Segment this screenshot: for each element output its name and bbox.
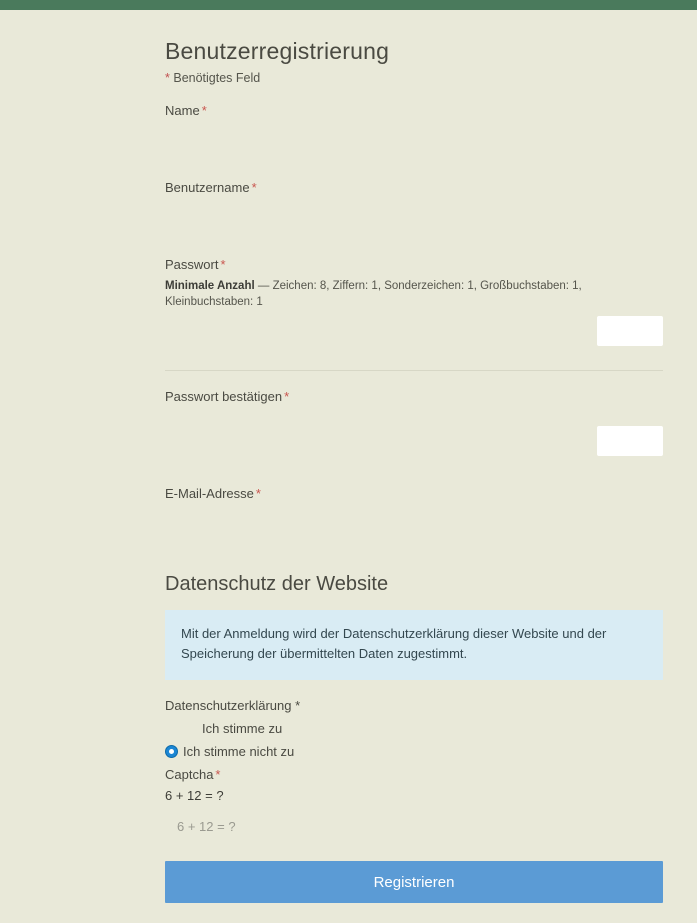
field-email — [165, 486, 663, 535]
password-confirm-label — [165, 389, 663, 404]
name-label — [165, 103, 663, 118]
section-divider — [165, 370, 663, 371]
captcha-required-star: * — [215, 767, 221, 783]
field-password-confirm — [165, 389, 663, 460]
privacy-consent-option-agree-label: Ich stimme zu — [202, 721, 283, 737]
registration-page — [0, 38, 697, 923]
required-note-star: * — [165, 71, 170, 85]
name-required-star: * — [201, 103, 207, 118]
privacy-consent-option-decline-label: Ich stimme nicht zu — [183, 743, 295, 759]
captcha-question: 6 + 12 = ? — [165, 788, 224, 804]
radio-unselected-icon — [183, 722, 197, 736]
captcha-input[interactable] — [165, 813, 663, 839]
field-username — [165, 180, 663, 229]
password-confirm-required-star: * — [284, 389, 290, 405]
username-label — [165, 180, 663, 195]
field-name — [165, 103, 663, 152]
password-input-row — [165, 316, 663, 350]
password-confirm-label-text: Passwort bestätigen — [165, 389, 283, 405]
username-label-text: Benutzername — [165, 180, 250, 195]
password-confirm-reveal-button[interactable] — [597, 426, 663, 456]
top-accent-bar — [0, 0, 697, 10]
password-label-text: Passwort — [165, 257, 219, 272]
password-label — [165, 257, 663, 272]
name-label-text: Name — [165, 103, 200, 118]
username-input[interactable] — [165, 201, 663, 229]
password-confirm-input-row — [165, 426, 663, 460]
password-hint-strong: Minimale Anzahl — [165, 280, 255, 292]
password-confirm-input[interactable] — [165, 426, 663, 456]
privacy-consent-label: Datenschutzerklärung * — [165, 698, 301, 714]
field-password — [165, 257, 663, 350]
email-input[interactable] — [165, 507, 663, 535]
captcha-label-text: Captcha — [165, 767, 214, 783]
privacy-section-title: Datenschutz der Website — [165, 573, 389, 596]
radio-selected-icon[interactable] — [165, 745, 178, 758]
password-input[interactable] — [165, 316, 663, 346]
email-required-star: * — [255, 486, 261, 502]
registration-form — [165, 38, 663, 923]
privacy-consent-option-agree[interactable] — [165, 719, 663, 739]
password-hint-rest: — Zeichen: 8, Ziffern: 1, Sonderzeichen: 1, Großbuchstaben: 1, Kleinbuchstaben: 1 — [165, 280, 582, 309]
required-note-text: Benötigtes Feld — [173, 71, 261, 85]
privacy-notice: Mit der Anmeldung wird der Datenschutzerklärung dieser Website und der Speicherung der übermittelten Daten zugestimmt. — [165, 610, 663, 680]
password-requirements-hint — [165, 278, 663, 310]
page-title: Benutzerregistrierung — [165, 38, 390, 64]
email-label-text: E-Mail-Adresse — [165, 486, 254, 502]
captcha-label — [165, 767, 663, 782]
field-captcha — [165, 767, 663, 839]
name-input[interactable] — [165, 124, 663, 152]
privacy-consent-option-decline[interactable] — [165, 742, 663, 762]
email-label — [165, 486, 663, 501]
field-privacy-consent — [165, 698, 663, 761]
privacy-consent-radio-group[interactable] — [165, 719, 663, 761]
username-required-star: * — [251, 180, 257, 195]
register-submit-button[interactable]: Registrieren — [165, 861, 663, 903]
password-reveal-button[interactable] — [597, 316, 663, 346]
password-required-star: * — [220, 257, 226, 272]
required-field-note — [165, 71, 663, 85]
